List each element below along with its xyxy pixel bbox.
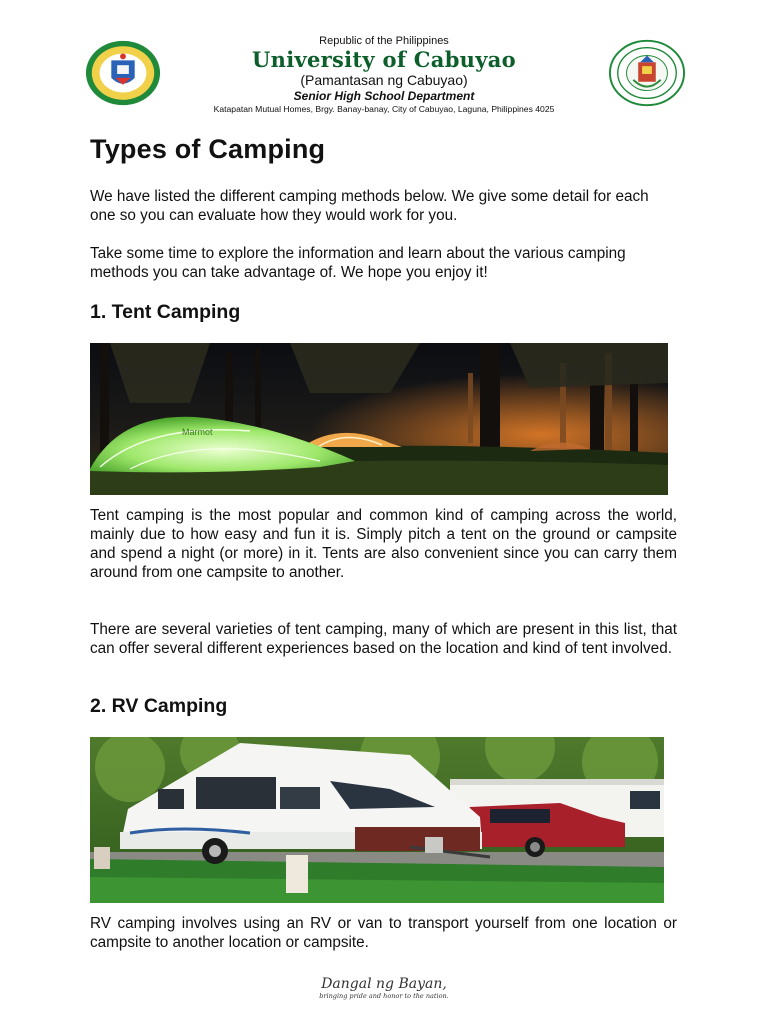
tent-brand-label: Marmot (182, 427, 213, 437)
footer-tagline: bringing pride and honor to the nation. (319, 992, 449, 1000)
page-title: Types of Camping (90, 134, 326, 164)
intro-paragraph-1: We have listed the different camping methods below. We give some detail for each one so you can evaluate how they would work for you. (90, 188, 649, 224)
republic-line: Republic of the Philippines (319, 35, 449, 47)
university-local-name: (Pamantasan ng Cabuyao) (300, 72, 468, 88)
footer-motto: Dangal ng Bayan, (321, 976, 447, 992)
tent-camping-paragraph-2: There are several varieties of tent camping, many of which are present in this list, that can offer several different experiences based on the location and kind of tent involved. (90, 621, 677, 657)
tent-camping-paragraph-1: Tent camping is the most popular and common kind of camping across the world, mainly due to how easy and fun it is. Simply pitch a tent on the ground or campsite and spend a night (or more) in it. Tents are also convenient since you can carry them around from one campsite to another. (90, 507, 677, 581)
university-name: University of Cabuyao (252, 47, 516, 72)
intro-paragraph-2: Take some time to explore the information and learn about the various camping methods you can take advantage of. We hope you enjoy it! (90, 245, 626, 281)
section-heading-tent-camping: 1. Tent Camping (90, 301, 241, 323)
tent-camping-photo (90, 343, 668, 495)
section-heading-rv-camping: 2. RV Camping (90, 695, 228, 717)
university-seal-left (84, 38, 162, 108)
department-name: Senior High School Department (293, 89, 475, 103)
university-seal-right (608, 38, 686, 108)
footer (0, 976, 768, 1000)
rv-camping-photo (90, 737, 664, 903)
rv-camping-paragraph-1: RV camping involves using an RV or van to transport yourself from one location or campsite to another location or campsite. (90, 915, 677, 951)
university-address: Katapatan Mutual Homes, Brgy. Banay-banay, City of Cabuyao, Laguna, Philippines 4025 (213, 104, 555, 114)
